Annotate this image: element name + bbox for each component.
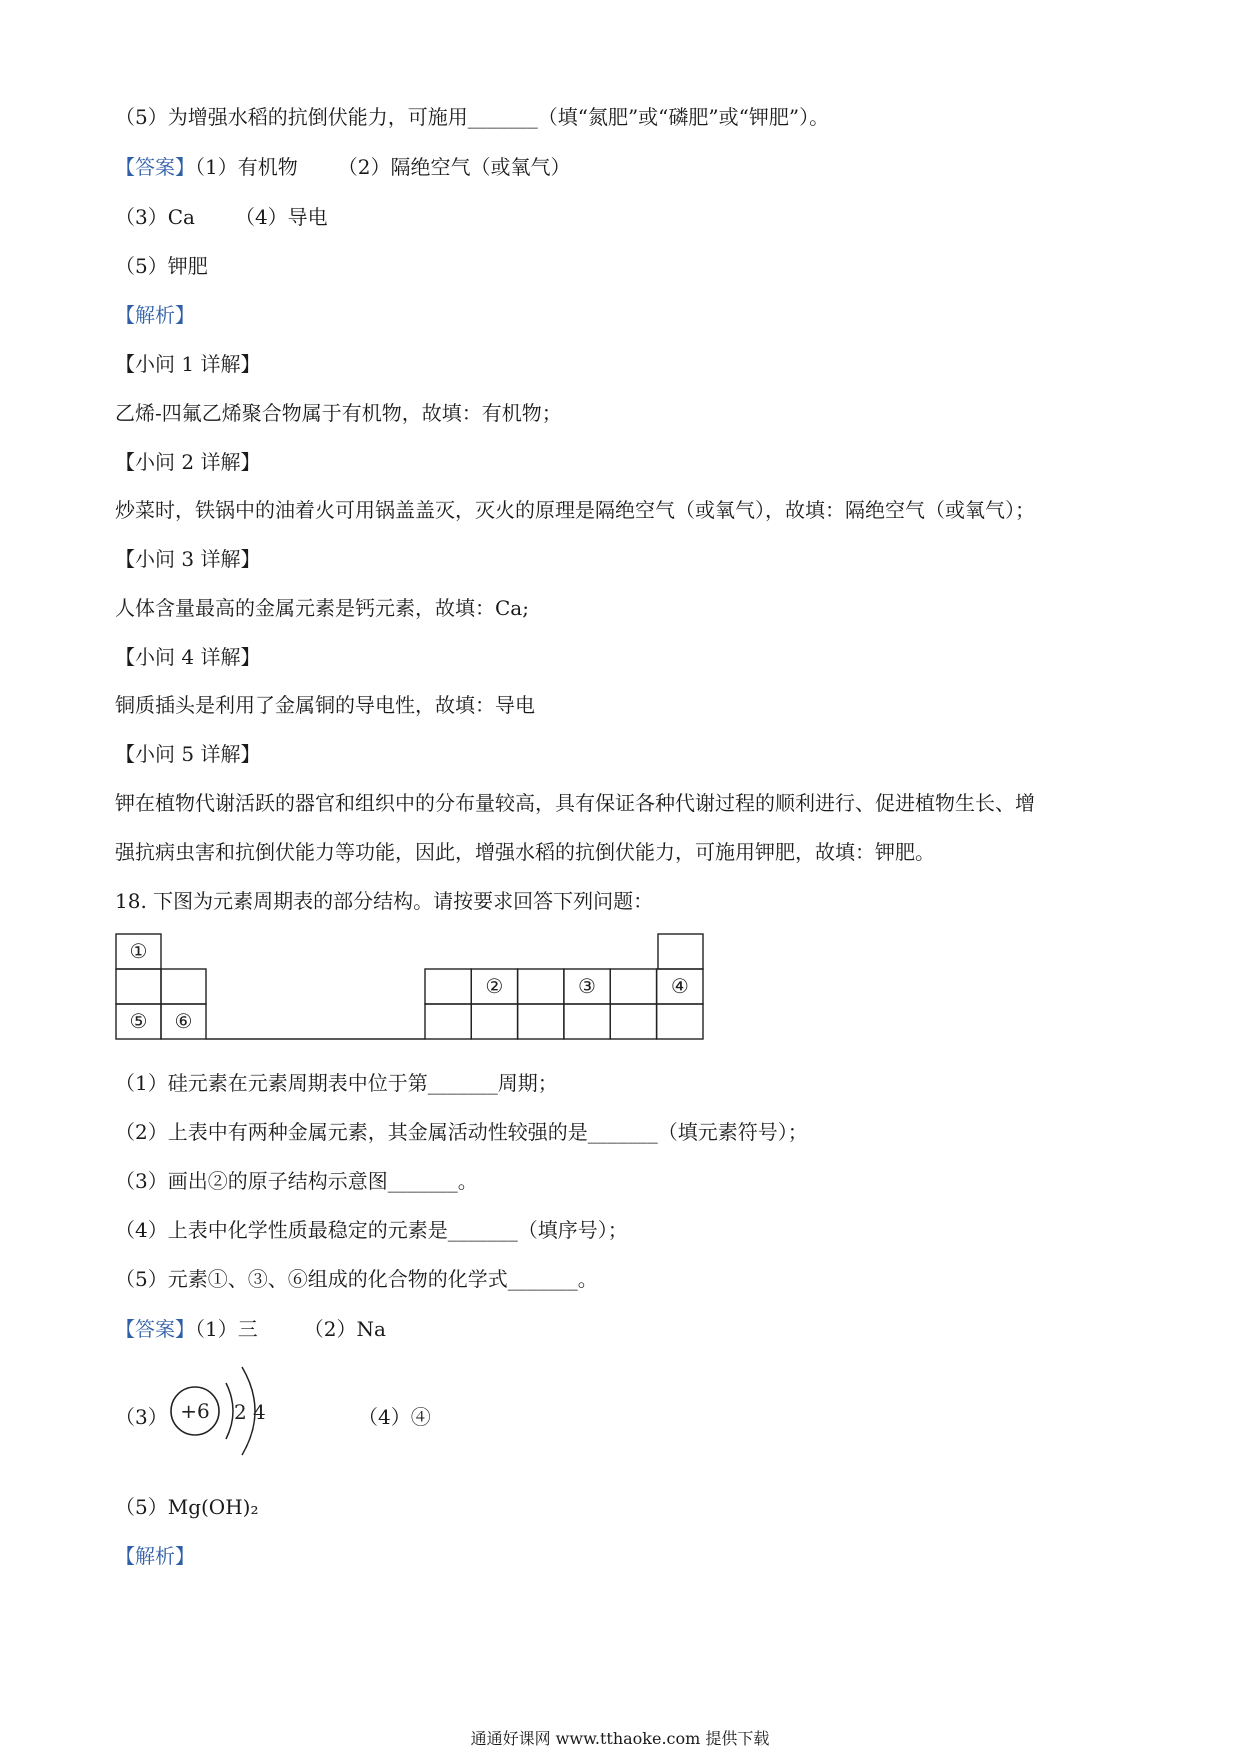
answer-18-1: （1）三: [195, 1317, 258, 1341]
element-label-2: ②: [485, 974, 504, 998]
sub-question-3-text: 人体含量最高的金属元素是钙元素，故填：Ca;: [115, 596, 529, 620]
element-label-5: ⑤: [129, 1009, 148, 1033]
answer-18-2: （2）Na: [303, 1317, 386, 1341]
table-cell: [116, 969, 161, 1004]
answer-1-4: （4）导电: [234, 205, 328, 229]
question-5: （5）为增强水稻的抗倒伏能力，可施用_______（填“氮肥”或“磷肥”或“钾肥”）。: [115, 105, 830, 129]
sub-question-5-text-1: 钾在植物代谢活跃的器官和组织中的分布量较高，具有保证各种代谢过程的顺利进行、促进植物生长、增: [115, 791, 1035, 815]
element-label-3: ③: [578, 974, 596, 998]
answer-18-4: （4）④: [358, 1405, 431, 1429]
sub-question-4-heading: 【小问 4 详解】: [115, 645, 261, 669]
sub-question-5-heading: 【小问 5 详解】: [115, 742, 261, 766]
table-cell: [425, 1004, 471, 1039]
table-cell: [564, 1004, 610, 1039]
table-cell: [657, 1004, 703, 1039]
answer-tag: 【答案】: [115, 1317, 195, 1341]
answer-18-3-label: （3）: [115, 1405, 168, 1429]
answer-row-1: [115, 153, 570, 181]
answer-1-2: （2）隔绝空气（或氧气）: [337, 155, 571, 179]
table-cell: [610, 969, 656, 1004]
question-18-4: （4）上表中化学性质最稳定的元素是_______（填序号）；: [115, 1218, 628, 1242]
answer-1-5: （5）钾肥: [115, 254, 208, 278]
table-cell: [658, 934, 703, 969]
question-18-5: （5）元素①、③、⑥组成的化合物的化学式_______。: [115, 1267, 598, 1291]
electron-shell-arc-1: [226, 1383, 233, 1439]
element-label-4: ④: [670, 974, 689, 998]
table-cell: [518, 969, 564, 1004]
answer-1-3: （3）Ca: [115, 205, 195, 229]
sub-question-4-text: 铜质插头是利用了金属铜的导电性，故填：导电: [115, 693, 535, 717]
atom-structure-diagram: [168, 1363, 278, 1463]
question-18-1: （1）硅元素在元素周期表中位于第_______周期；: [115, 1071, 558, 1095]
question-18-3: （3）画出②的原子结构示意图_______。: [115, 1169, 478, 1193]
electron-shell-1-count: 2: [234, 1400, 247, 1424]
analysis-tag: 【解析】: [115, 1544, 195, 1568]
answer-row-2: [115, 203, 328, 231]
sub-question-2-heading: 【小问 2 详解】: [115, 450, 261, 474]
question-18: 18. 下图为元素周期表的部分结构。请按要求回答下列问题：: [115, 889, 654, 913]
answer-row-3: [115, 1315, 386, 1343]
answer-1-1: （1）有机物: [195, 155, 298, 179]
sub-question-5-text-2: 强抗病虫害和抗倒伏能力等功能，因此，增强水稻的抗倒伏能力，可施用钾肥，故填：钾肥。: [115, 840, 935, 864]
periodic-table-diagram: [115, 933, 705, 1041]
element-label-1: ①: [129, 939, 148, 963]
answer-18-5: （5）Mg(OH)₂: [115, 1495, 259, 1519]
table-cell: [518, 1004, 564, 1039]
sub-question-3-heading: 【小问 3 详解】: [115, 547, 261, 571]
sub-question-1-text: 乙烯-四氟乙烯聚合物属于有机物，故填：有机物；: [115, 401, 562, 425]
table-cell: [161, 969, 206, 1004]
answer-tag: 【答案】: [115, 155, 195, 179]
nucleus-charge: +6: [180, 1399, 210, 1423]
sub-question-1-heading: 【小问 1 详解】: [115, 352, 261, 376]
question-18-2: （2）上表中有两种金属元素，其金属活动性较强的是_______（填元素符号）；: [115, 1120, 808, 1144]
electron-shell-2-count: 4: [253, 1400, 266, 1424]
element-label-6: ⑥: [174, 1009, 193, 1033]
sub-question-2-text: 炒菜时，铁锅中的油着火可用锅盖盖灭，灭火的原理是隔绝空气（或氧气），故填：隔绝空气（或氧气）；: [115, 498, 1035, 522]
table-cell: [610, 1004, 656, 1039]
table-cell: [471, 1004, 517, 1039]
table-cell: [425, 969, 471, 1004]
analysis-tag: 【解析】: [115, 303, 195, 327]
page-footer: 通通好课网 www.tthaoke.com 提供下载: [470, 1729, 770, 1748]
